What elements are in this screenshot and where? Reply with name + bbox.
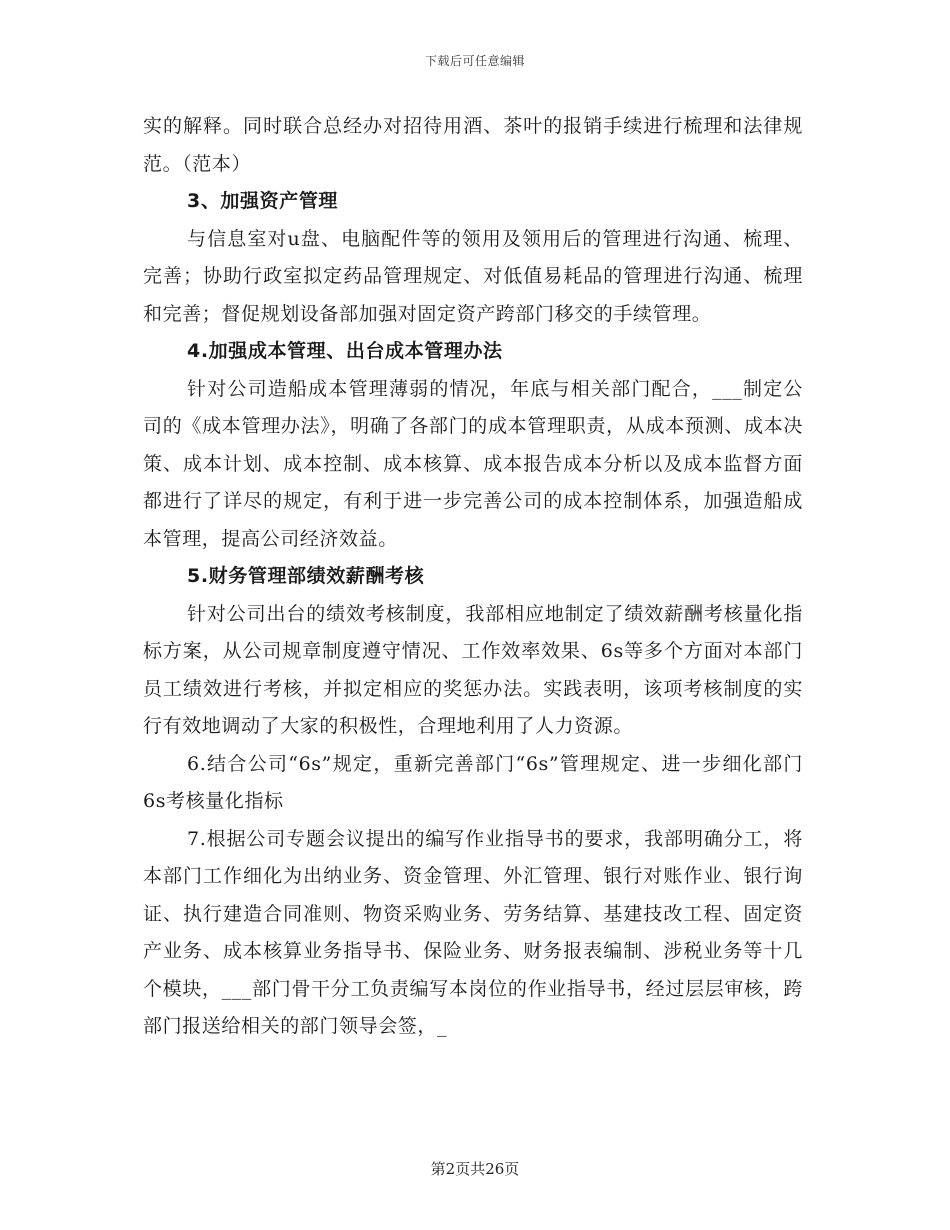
page-footer: 第2页共26页	[430, 1160, 520, 1178]
page-header: 下载后可任意编辑	[424, 54, 525, 68]
paragraph-continuation: 实的解释。同时联合总经办对招待用酒、茶叶的报销手续进行梳理和法律规范。（范本）	[143, 115, 803, 175]
paragraph-performance-review: 针对公司出台的绩效考核制度，我部相应地制定了绩效薪酬考核量化指标方案，从公司规章制度遵守情况、工作效率效果、6s等多个方面对本部门员工绩效进行考核，并拟定相应的奖惩办法。实践表明，该项考核制度的实行有效地调动了大家的积极性，合理地利用了人力资源。	[143, 602, 803, 737]
paragraph-work-instructions: 7.根据公司专题会议提出的编写作业指导书的要求，我部明确分工，将本部门工作细化为出纳业务、资金管理、外汇管理、银行对账作业、银行询证、执行建造合同准则、物资采购业务、劳务结算、基建技改工程、固定资产业务、成本核算业务指导书、保险业务、财务报表编制、涉税业务等十几个模块，___部门骨干分工负责编写本岗位的作业指导书，经过层层审核，跨部门报送给相关的部门领导会签，_	[143, 827, 803, 1037]
section-heading-cost-management: 4.加强成本管理、出台成本管理办法	[187, 340, 503, 362]
paragraph-asset-management: 与信息室对u盘、电脑配件等的领用及领用后的管理进行沟通、梳理、完善；协助行政室拟定药品管理规定、对低值易耗品的管理进行沟通、梳理和完善；督促规划设备部加强对固定资产跨部门移交的手续管理。	[143, 227, 803, 325]
section-heading-performance-review: 5.财务管理部绩效薪酬考核	[187, 565, 425, 587]
document-body	[143, 108, 803, 1046]
section-heading-asset-management: 3、加强资产管理	[187, 190, 339, 212]
paragraph-cost-management: 针对公司造船成本管理薄弱的情况，年底与相关部门配合，___制定公司的《成本管理办法》，明确了各部门的成本管理职责，从成本预测、成本决策、成本计划、成本控制、成本核算、成本报告成本分析以及成本监督方面都进行了详尽的规定，有利于进一步完善公司的成本控制体系，加强造船成本管理，提高公司经济效益。	[143, 377, 803, 550]
paragraph-6s-regulation: 6.结合公司“6s”规定，重新完善部门“6s”管理规定、进一步细化部门6s考核量化指标	[143, 752, 803, 812]
